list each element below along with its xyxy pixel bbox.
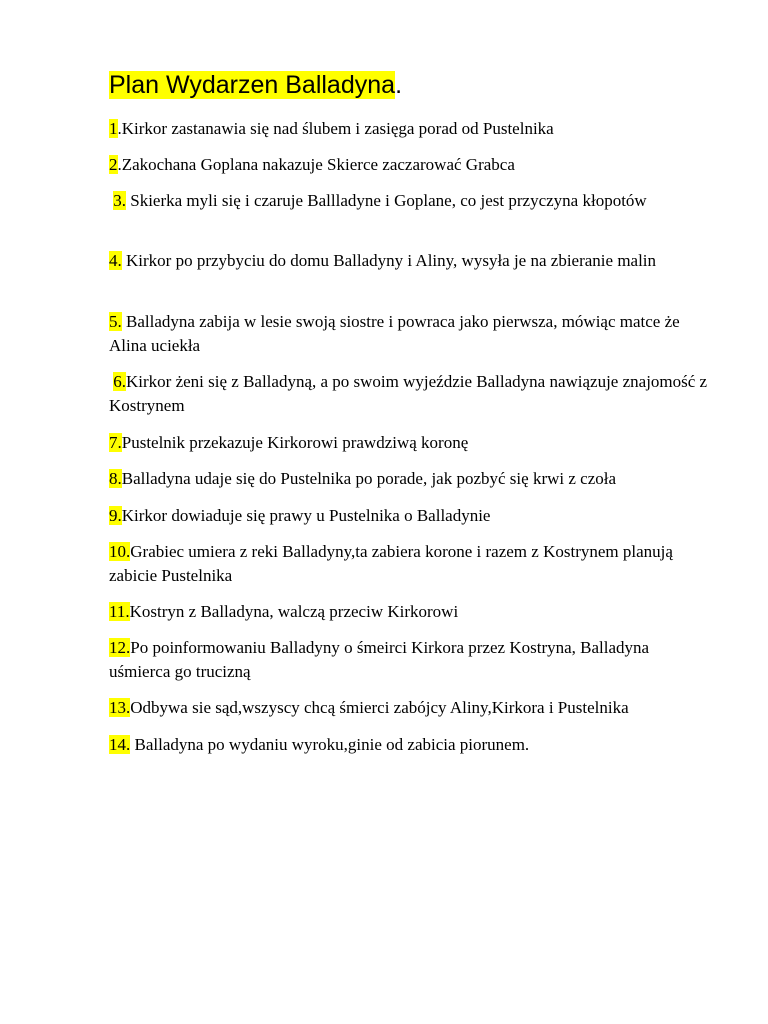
list-item (109, 249, 709, 273)
list-item-text: Skierka myli się i czaruje Ballladyne i Goplane, co jest przyczyna kłopotów (126, 191, 647, 210)
list-item-number: 11. (109, 602, 130, 621)
list-item-text: Odbywa sie sąd,wszyscy chcą śmierci zabójcy Aliny,Kirkora i Pustelnika (130, 698, 629, 717)
list-item (109, 153, 709, 177)
list-item-text: Grabiec umiera z reki Balladyny,ta zabiera korone i razem z Kostrynem planują zabicie Pustelnika (109, 542, 678, 585)
list-item-paragraph (109, 189, 709, 213)
list-item-number: 12. (109, 638, 131, 657)
list-item-number: 9. (109, 506, 122, 525)
list-item-text: Pustelnik przekazuje Kirkorowi prawdziwą koronę (121, 433, 469, 452)
list-item-paragraph (109, 540, 709, 588)
list-item-paragraph (109, 696, 709, 720)
list-item-number: 2 (109, 155, 118, 174)
list-item (109, 636, 709, 684)
list-item (109, 467, 709, 491)
list-item-text: Kirkor dowiaduje się prawy u Pustelnika o Balladynie (121, 506, 491, 525)
list-item-number: 3. (113, 191, 126, 210)
title-highlight (109, 71, 395, 99)
list-item-text: Kirkor po przybyciu do domu Balladyny i Aliny, wysyła je na zbieranie malin (121, 251, 657, 270)
list-item-number: 5. (109, 312, 122, 331)
list-item-number: 8. (109, 469, 122, 488)
list-item-paragraph (109, 153, 709, 177)
list-item-text: Balladyna zabija w lesie swoją siostre i powraca jako pierwsza, mówiąc matce że Alina uciekła (109, 312, 684, 355)
list-item-number: 13. (109, 698, 131, 717)
list-item-paragraph (109, 733, 709, 757)
title-suffix: . (395, 71, 403, 99)
document-title (109, 70, 402, 100)
list-item-paragraph (109, 370, 712, 418)
list-item-paragraph (109, 467, 709, 491)
list-item-paragraph (109, 117, 709, 141)
list-item-number: 4. (109, 251, 122, 270)
list-item (109, 504, 709, 528)
list-item-number: 6. (113, 372, 126, 391)
list-item-paragraph (109, 431, 709, 455)
list-item-text: Kirkor żeni się z Balladyną, a po swoim wyjeździe Balladyna nawiązuje znajomość z Kostrynem (109, 372, 712, 415)
list-item (109, 370, 712, 418)
list-item-text: Balladyna po wydaniu wyroku,ginie od zabicia piorunem. (130, 735, 530, 754)
list-item-text: Kostryn z Balladyna, walczą przeciw Kirkorowi (129, 602, 459, 621)
list-item-number: 14. (109, 735, 131, 754)
list-item-text: .Zakochana Goplana nakazuje Skierce zaczarować Grabca (117, 155, 515, 174)
list-item-paragraph (109, 600, 709, 624)
list-item-paragraph (109, 636, 709, 684)
list-item-text: .Kirkor zastanawia się nad ślubem i zasięga porad od Pustelnika (117, 119, 554, 138)
list-item-paragraph (109, 504, 709, 528)
list-item (109, 189, 709, 213)
list-item (109, 310, 709, 358)
list-item-paragraph (109, 249, 709, 273)
list-item-number: 7. (109, 433, 122, 452)
list-item-text: Balladyna udaje się do Pustelnika po porade, jak pozbyć się krwi z czoła (121, 469, 617, 488)
list-item-number: 1 (109, 119, 118, 138)
list-item (109, 540, 709, 588)
list-item-number: 10. (109, 542, 131, 561)
list-item (109, 733, 709, 757)
list-item (109, 696, 709, 720)
list-item (109, 431, 709, 455)
list-item (109, 600, 709, 624)
list-item (109, 117, 709, 141)
title-text: Plan Wydarzen Balladyna (109, 71, 396, 99)
list-item-paragraph (109, 310, 709, 358)
list-item-text: Po poinformowaniu Balladyny o śmeirci Kirkora przez Kostryna, Balladyna uśmierca go trucizną (109, 638, 654, 681)
